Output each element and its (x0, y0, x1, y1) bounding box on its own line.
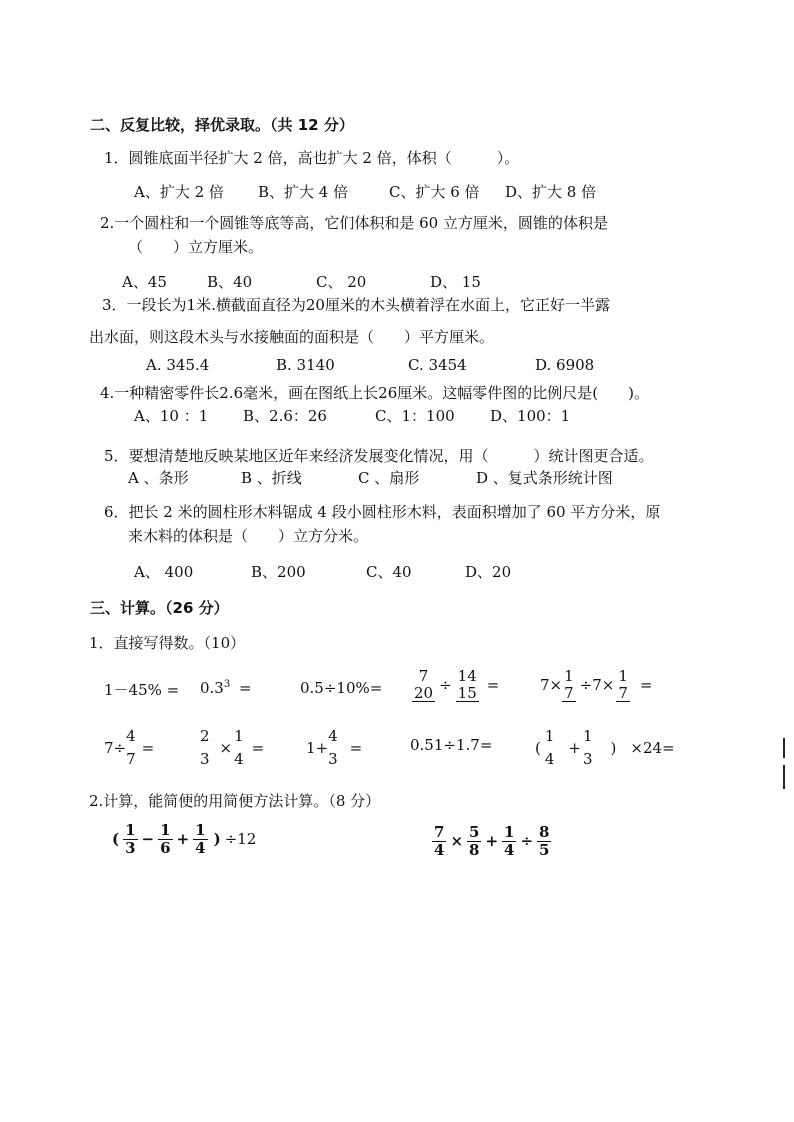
denominator: 7 (126, 749, 136, 768)
calc-row2-expr-1 (104, 728, 154, 767)
question-3-option-c: C. 3454 (408, 356, 467, 374)
denominator: 20 (414, 683, 434, 702)
denominator: 3 (200, 749, 210, 768)
numerator: 1 (160, 821, 171, 839)
question-6-option-b: B、200 (251, 563, 306, 581)
expr-base: 0.3 (200, 679, 224, 697)
question-4-text: 4.一种精密零件长2.6毫米，画在图纸上长26厘米。这幅零件图的比例尺是( )。 (100, 384, 649, 402)
subsection-2-title: 2.计算，能简便的用简便方法计算。（8 分） (89, 792, 381, 810)
denominator: 7 (618, 683, 628, 702)
fraction (123, 822, 137, 856)
fraction (537, 824, 551, 858)
right-paren: ) (610, 738, 617, 757)
question-1-option-c: C、扩大 6 倍 (389, 183, 480, 201)
question-6-line-1: 6．把长 2 米的圆柱形木料锯成 4 段小圆柱形木料，表面积增加了 60 平方分米，原 (104, 503, 661, 521)
question-1-option-b: B、扩大 4 倍 (258, 183, 349, 201)
calc-row1-expr-5 (540, 668, 652, 702)
question-1-option-a: A、扩大 2 倍 (134, 183, 224, 201)
fraction (193, 822, 207, 856)
question-2-line-2: （ ）立方厘米。 (128, 238, 264, 256)
calc-row2-expr-2 (200, 728, 264, 767)
numerator: 2 (200, 727, 210, 745)
expr-tail: ÷12 (224, 830, 257, 848)
equals: = (251, 738, 265, 757)
question-3-line-1: 3．一段长为1米.横截面直径为20厘米的木头横着浮在水面上，它正好一半露 (102, 296, 610, 314)
operator: × (219, 738, 233, 757)
denominator: 7 (564, 683, 574, 702)
operator: + (176, 830, 190, 848)
question-3-option-d: D. 6908 (535, 356, 595, 374)
numerator: 4 (126, 727, 136, 745)
left-paren: ( (112, 830, 120, 848)
question-4-option-b: B、2.6：26 (243, 407, 327, 425)
numerator: 1 (504, 823, 515, 841)
calc-row2-expr-5 (535, 728, 675, 767)
fraction (158, 822, 172, 856)
expr-prefix: 1+ (306, 738, 329, 757)
fraction (432, 824, 446, 858)
calc-row1-expr-3: 0.5÷10%= (300, 679, 383, 697)
numerator: 14 (457, 667, 477, 685)
denominator: 8 (469, 840, 480, 859)
fraction (583, 728, 593, 767)
expr-prefix: 7× (540, 676, 563, 694)
equals: = (486, 676, 500, 694)
denominator: 3 (582, 749, 593, 768)
fraction (502, 824, 516, 858)
calc-problem-2 (432, 824, 551, 858)
calc-problem-1 (112, 822, 256, 856)
calc-row1-expr-2 (200, 679, 252, 697)
fraction (616, 668, 630, 702)
fraction (328, 728, 338, 767)
question-6-option-c: C、40 (366, 563, 412, 581)
operator: ÷7× (579, 676, 615, 694)
numerator: 5 (469, 823, 480, 841)
denominator: 15 (457, 683, 477, 702)
numerator: 7 (434, 823, 445, 841)
numerator: 7 (418, 667, 429, 685)
question-2-option-a: A、45 (122, 273, 167, 291)
question-6-option-d: D、20 (465, 563, 512, 581)
operator: ÷ (439, 676, 452, 694)
numerator: 1 (544, 727, 555, 745)
denominator: 3 (328, 749, 338, 768)
numerator: 1 (582, 727, 593, 745)
left-paren: ( (535, 738, 541, 757)
numerator: 1 (234, 727, 244, 745)
question-5-option-d: D 、复式条形统计图 (476, 469, 613, 487)
denominator: 4 (234, 749, 244, 768)
numerator: 1 (564, 667, 574, 685)
question-4-option-a: A、10 ：1 (134, 407, 209, 425)
fraction (456, 668, 479, 702)
question-1-text: 1．圆锥底面半径扩大 2 倍，高也扩大 2 倍，体积（ ）。 (104, 149, 520, 167)
fraction (234, 728, 244, 767)
denominator: 4 (195, 838, 206, 857)
denominator: 3 (125, 838, 136, 857)
section-2-title: 二、反复比较，择优录取。（共 12 分） (90, 116, 354, 134)
equals: = (141, 738, 155, 757)
fraction (200, 728, 210, 767)
operator: × (450, 832, 464, 850)
calc-row2-expr-3 (306, 728, 362, 767)
question-5-text: 5．要想清楚地反映某地区近年来经济发展变化情况，用（ ）统计图更合适。 (104, 447, 654, 465)
expr-tail: ×24= (630, 738, 675, 757)
question-2-option-d: D、 15 (430, 273, 481, 291)
question-3-line-2: 出水面，则这段木头与水接触面的面积是（ ）平方厘米。 (89, 328, 495, 346)
expr-equals: = (239, 679, 252, 697)
scan-edge-mark (783, 738, 785, 758)
question-3-option-a: A. 345.4 (146, 356, 210, 374)
equals: = (349, 738, 363, 757)
question-1-option-d: D、扩大 8 倍 (505, 183, 597, 201)
calc-row2-expr-4: 0.51÷1.7= (410, 736, 493, 754)
denominator: 4 (544, 749, 555, 768)
fraction (412, 668, 435, 702)
question-2-option-c: C、 20 (316, 273, 367, 291)
numerator: 8 (539, 823, 550, 841)
section-3-title: 三、计算。（26 分） (90, 599, 229, 617)
question-4-option-d: D、100：1 (490, 407, 571, 425)
question-2-line-1: 2.一个圆柱和一个圆锥等底等高，它们体积和是 60 立方厘米，圆锥的体积是 (100, 214, 608, 232)
subsection-1-title: 1．直接写得数。（10） (89, 634, 246, 652)
expr-prefix: 7÷ (104, 738, 127, 757)
question-3-option-b: B. 3140 (276, 356, 335, 374)
question-6-option-a: A、 400 (134, 563, 194, 581)
denominator: 4 (504, 840, 515, 859)
fraction (545, 728, 555, 767)
operator: + (568, 738, 581, 757)
fraction (467, 824, 481, 858)
question-4-option-c: C、1：100 (375, 407, 455, 425)
question-5-option-a: A 、条形 (128, 469, 189, 487)
scan-edge-mark (783, 765, 785, 789)
operator: + (485, 832, 499, 850)
question-5-option-c: C 、扇形 (358, 469, 420, 487)
denominator: 5 (539, 840, 550, 859)
right-paren: ) (213, 830, 221, 848)
fraction (562, 668, 576, 702)
operator: − (141, 830, 155, 848)
calc-row1-expr-4 (412, 668, 499, 702)
equals: = (639, 676, 653, 694)
numerator: 1 (195, 821, 206, 839)
denominator: 6 (160, 838, 171, 857)
question-5-option-b: B 、折线 (241, 469, 302, 487)
fraction (126, 728, 136, 767)
expr-superscript: 3 (223, 679, 231, 690)
question-2-option-b: B、40 (207, 273, 253, 291)
operator: ÷ (520, 832, 534, 850)
numerator: 1 (618, 667, 628, 685)
denominator: 4 (434, 840, 445, 859)
numerator: 4 (328, 727, 338, 745)
calc-row1-expr-1: 1－45% = (104, 681, 180, 699)
numerator: 1 (125, 821, 136, 839)
question-6-line-2: 来木料的体积是（ ）立方分米。 (128, 527, 369, 545)
